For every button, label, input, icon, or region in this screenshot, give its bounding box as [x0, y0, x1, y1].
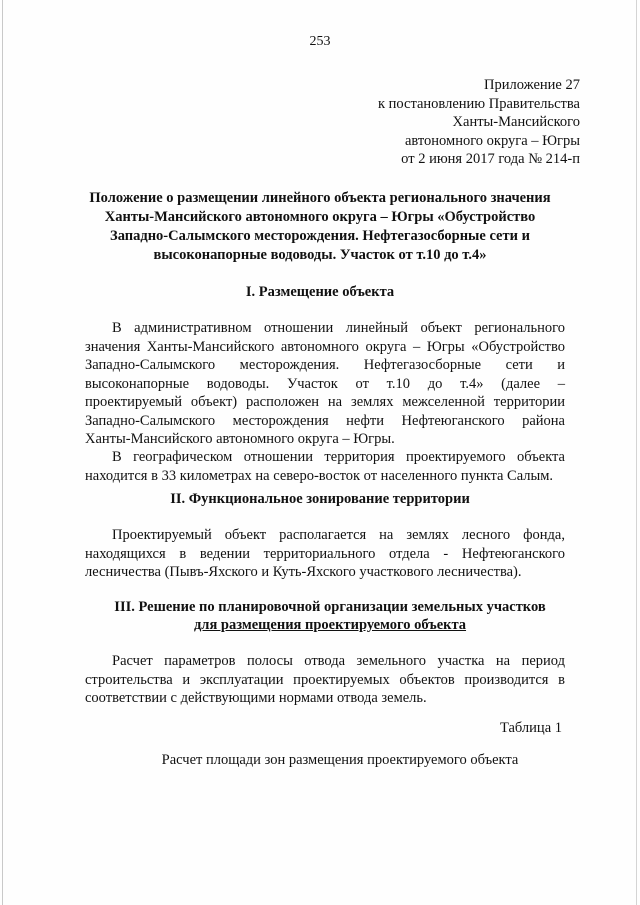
- appendix-line: Ханты-Мансийского: [452, 114, 580, 130]
- section-1-heading: I. Размещение объекта: [245, 284, 395, 300]
- text-line: значения Ханты-Мансийского автономного округа – Югры «Обустройство: [85, 338, 565, 355]
- text-line: Проектируемый объект располагается на землях лесного фонда,: [112, 527, 565, 543]
- text-line: находится в 33 километрах на северо-восток от населенного пункта Салым.: [85, 467, 554, 484]
- title-line: Западно-Салымского месторождения. Нефтегазосборные сети и: [110, 228, 530, 244]
- text-line: Западно-Салымского месторождения нефти Нефтеюганского района: [85, 412, 565, 429]
- page-number: 253: [309, 34, 331, 49]
- appendix-line: Приложение 27: [484, 77, 580, 93]
- text-line: В административном отношении линейный объект регионального: [112, 320, 565, 336]
- section-1-paragraph-2: [85, 448, 565, 485]
- title-line: высоконапорные водоводы. Участок от т.10 до т.4»: [153, 247, 487, 263]
- text-line: Ханты-Мансийского автономного округа – Югры.: [85, 431, 395, 447]
- text-line: лесничества (Пывъ-Яхского и Куть-Яхского участкового лесничества).: [85, 564, 522, 580]
- appendix-block: [280, 76, 580, 169]
- table-caption: Таблица 1: [499, 720, 562, 736]
- section-3-heading-line-1: III. Решение по планировочной организации земельных участков: [114, 599, 546, 615]
- text-line: соответствии с действующими нормами отвода земель.: [85, 690, 427, 706]
- appendix-line: автономного округа – Югры: [404, 132, 580, 149]
- title-line: Положение о размещении линейного объекта регионального значения: [89, 190, 551, 206]
- text-line: строительства и эксплуатации проектируемых объектов производится в: [85, 671, 565, 688]
- table-title: Расчет площади зон размещения проектируемого объекта: [161, 752, 519, 768]
- title-line: Ханты-Мансийского автономного округа – Югры «Обустройство: [104, 209, 536, 225]
- section-1-paragraph-1: [85, 319, 565, 449]
- text-line: В географическом отношении территория проектируемого объекта: [112, 449, 565, 465]
- text-line: высоконапорные водоводы. Участок от т.10 до т.4» (далее –: [85, 375, 565, 392]
- scan-edge-left: [2, 0, 3, 905]
- scan-edge-right: [636, 0, 637, 905]
- section-3-heading-line-2: для размещения проектируемого объекта: [193, 617, 467, 633]
- document-title: [60, 189, 580, 265]
- text-line: проектируемый объект) расположен на землях межселенной территории: [85, 394, 565, 410]
- appendix-line: от 2 июня 2017 года № 214-п: [401, 151, 580, 167]
- section-2-heading: II. Функциональное зонирование территории: [170, 491, 470, 507]
- text-line: Расчет параметров полосы отвода земельного участка на период: [112, 653, 565, 669]
- text-line: Западно-Салымского месторождения. Нефтегазосборные сети и: [85, 357, 565, 373]
- section-3-paragraph-1: [85, 652, 565, 708]
- text-line: находящихся в ведении территориального отдела - Нефтеюганского: [85, 545, 565, 562]
- section-2-paragraph-1: [85, 526, 565, 582]
- appendix-line: к постановлению Правительства: [378, 95, 580, 112]
